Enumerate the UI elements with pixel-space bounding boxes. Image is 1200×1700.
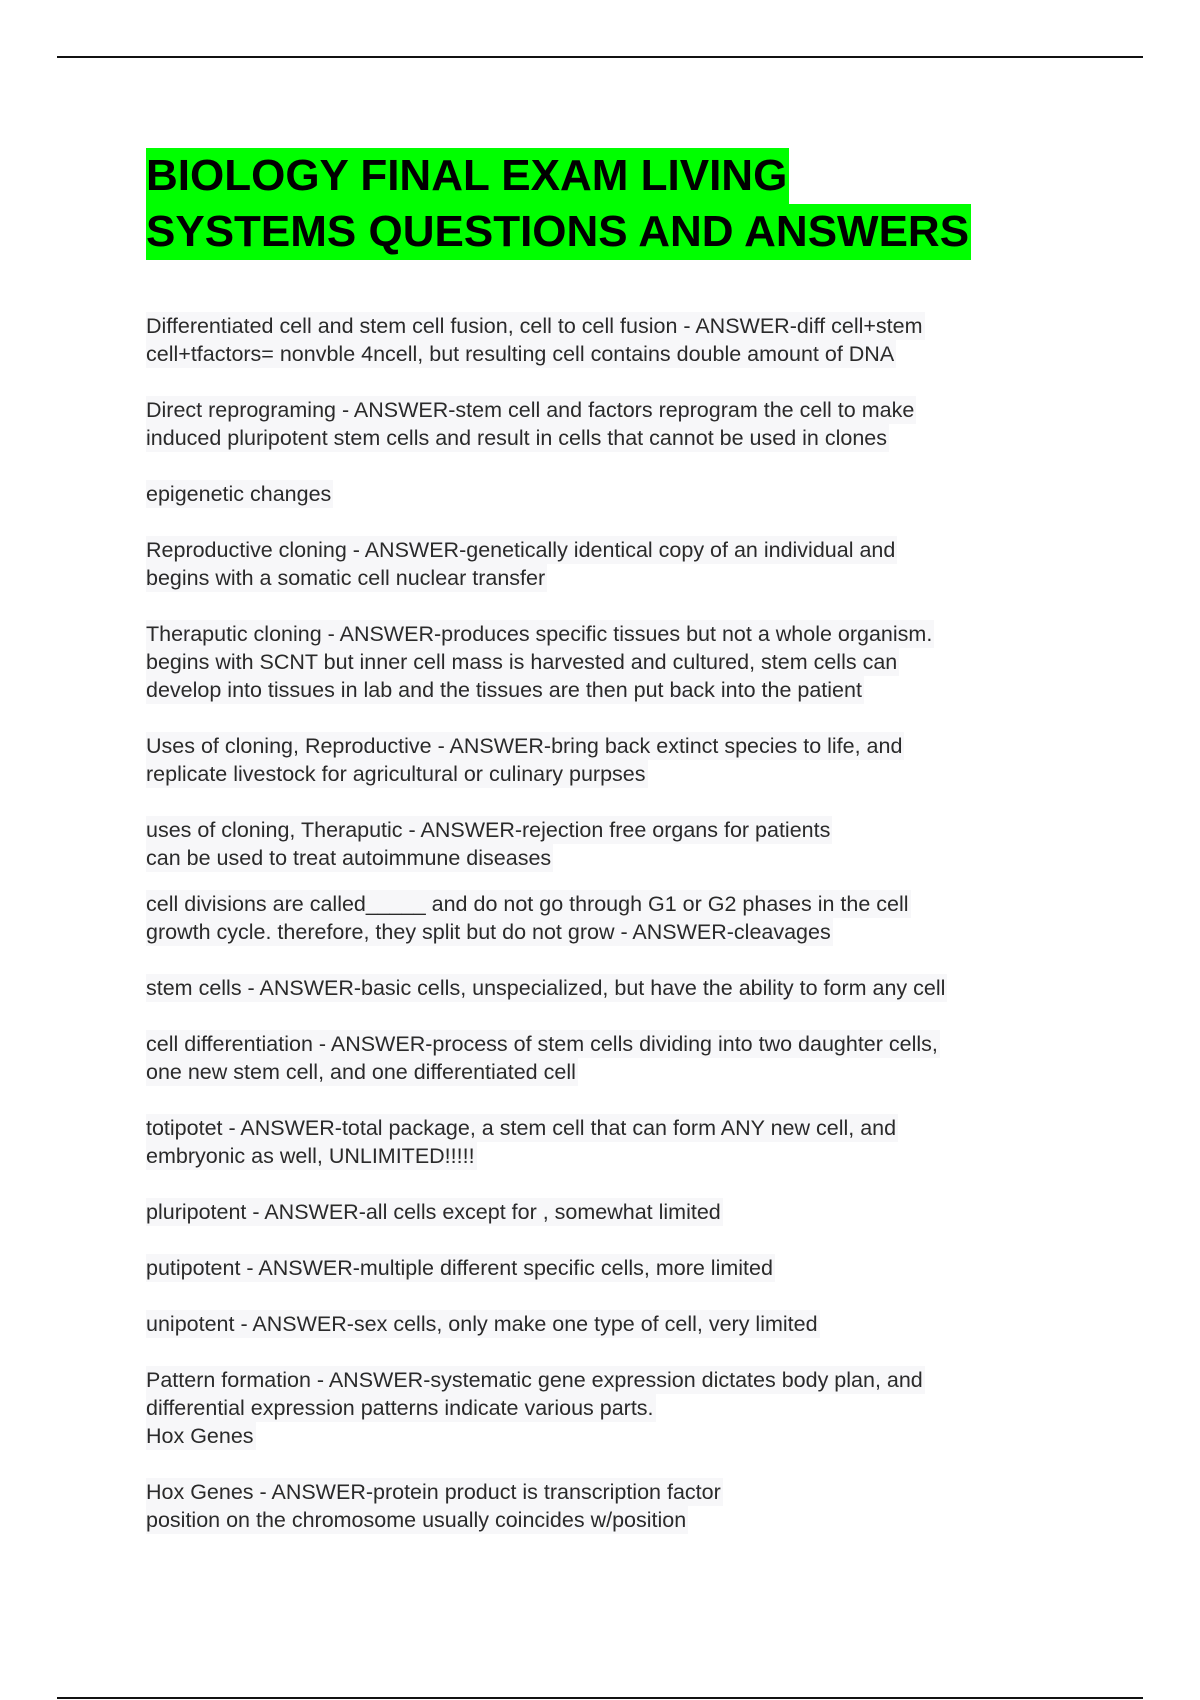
- entry-line: position on the chromosome usually coincides w/position: [146, 1508, 687, 1532]
- entry-line: Pattern formation - ANSWER-systematic gene expression dictates body plan, and: [146, 1368, 923, 1392]
- qa-entry: [146, 480, 1066, 508]
- entry-line: differential expression patterns indicate various parts.: [146, 1396, 654, 1420]
- qa-entry: [146, 1310, 1066, 1338]
- qa-entry: [146, 536, 1066, 592]
- document-title: [146, 148, 1106, 260]
- entry-line: Direct reprograming - ANSWER-stem cell and factors reprogram the cell to make: [146, 398, 915, 422]
- top-rule: [57, 56, 1143, 58]
- entry-line: Theraputic cloning - ANSWER-produces specific tissues but not a whole organism.: [146, 622, 933, 646]
- entry-line: pluripotent - ANSWER-all cells except for , somewhat limited: [146, 1200, 721, 1224]
- entry-line: Reproductive cloning - ANSWER-genetically identical copy of an individual and: [146, 538, 896, 562]
- qa-entry: [146, 732, 1066, 788]
- entry-line: epigenetic changes: [146, 482, 332, 506]
- qa-entry: [146, 1198, 1066, 1226]
- qa-entry: [146, 974, 1066, 1002]
- entry-line: unipotent - ANSWER-sex cells, only make one type of cell, very limited: [146, 1312, 818, 1336]
- entry-line: cell+tfactors= nonvble 4ncell, but resulting cell contains double amount of DNA: [146, 342, 895, 366]
- qa-entry: [146, 890, 1066, 946]
- entry-line: replicate livestock for agricultural or culinary purpses: [146, 762, 646, 786]
- qa-list: [146, 312, 1066, 1562]
- entry-line: begins with SCNT but inner cell mass is harvested and cultured, stem cells can: [146, 650, 898, 674]
- entry-line: putipotent - ANSWER-multiple different specific cells, more limited: [146, 1256, 773, 1280]
- entry-line: Hox Genes - ANSWER-protein product is transcription factor: [146, 1480, 721, 1504]
- entry-line: develop into tissues in lab and the tissues are then put back into the patient: [146, 678, 862, 702]
- entry-line: one new stem cell, and one differentiated cell: [146, 1060, 576, 1084]
- entry-line: Differentiated cell and stem cell fusion, cell to cell fusion - ANSWER-diff cell+stem: [146, 314, 923, 338]
- entry-line: uses of cloning, Theraputic - ANSWER-rejection free organs for patients: [146, 818, 831, 842]
- entry-line: totipotet - ANSWER-total package, a stem cell that can form ANY new cell, and: [146, 1116, 897, 1140]
- qa-entry: [146, 1030, 1066, 1086]
- qa-entry: [146, 1114, 1066, 1170]
- title-line: BIOLOGY FINAL EXAM LIVING: [146, 148, 789, 204]
- entry-line: cell differentiation - ANSWER-process of stem cells dividing into two daughter cells,: [146, 1032, 938, 1056]
- bottom-rule: [57, 1697, 1143, 1699]
- entry-line: cell divisions are called_____ and do not go through G1 or G2 phases in the cell: [146, 892, 909, 916]
- entry-line: stem cells - ANSWER-basic cells, unspecialized, but have the ability to form any cell: [146, 976, 946, 1000]
- qa-entry: [146, 1478, 1066, 1534]
- qa-entry: [146, 1366, 1066, 1450]
- entry-line: induced pluripotent stem cells and result in cells that cannot be used in clones: [146, 426, 887, 450]
- qa-entry: [146, 396, 1066, 452]
- qa-entry: [146, 816, 1066, 872]
- entry-line: Hox Genes: [146, 1424, 254, 1448]
- entry-line: embryonic as well, UNLIMITED!!!!!: [146, 1144, 475, 1168]
- entry-line: growth cycle. therefore, they split but do not grow - ANSWER-cleavages: [146, 920, 831, 944]
- title-line: SYSTEMS QUESTIONS AND ANSWERS: [146, 204, 971, 260]
- entry-line: can be used to treat autoimmune diseases: [146, 846, 552, 870]
- qa-entry: [146, 620, 1066, 704]
- qa-entry: [146, 1254, 1066, 1282]
- qa-entry: [146, 312, 1066, 368]
- entry-line: Uses of cloning, Reproductive - ANSWER-bring back extinct species to life, and: [146, 734, 903, 758]
- entry-line: begins with a somatic cell nuclear transfer: [146, 566, 546, 590]
